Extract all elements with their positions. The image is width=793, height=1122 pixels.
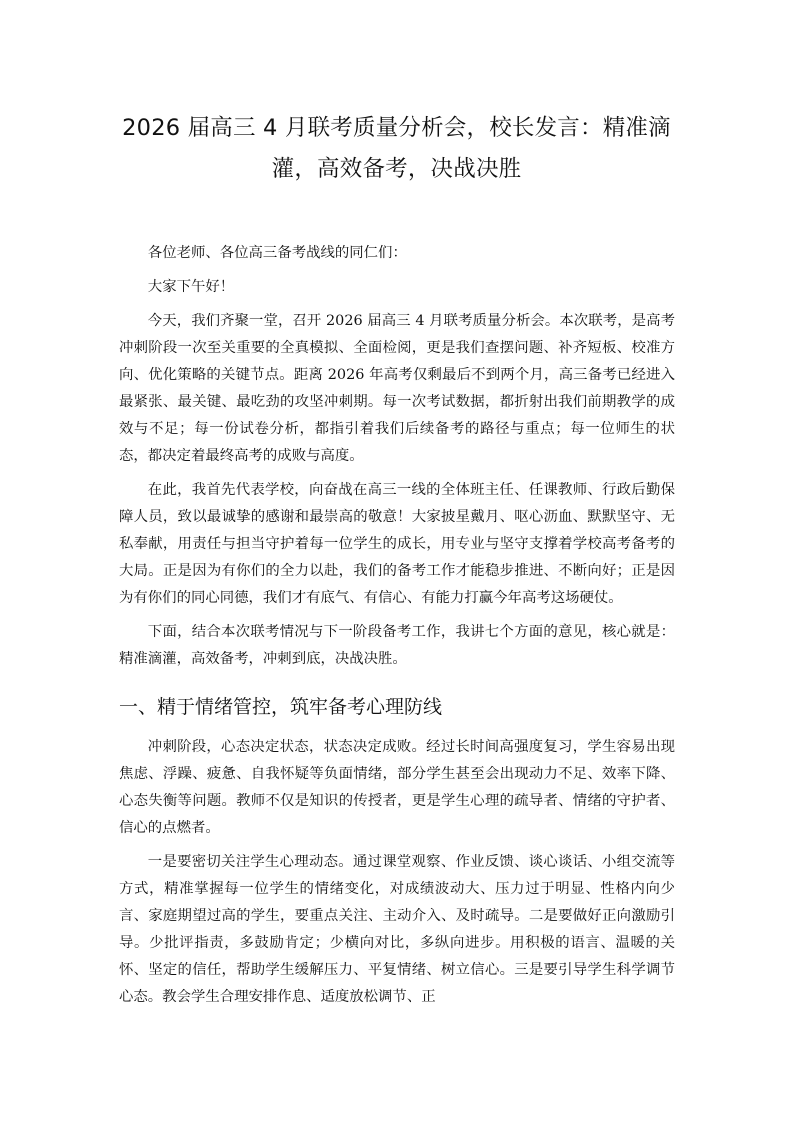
intro-paragraph-3: 下面，结合本次联考情况与下一阶段备考工作，我讲七个方面的意见，核心就是：精准滴灌，高效备考，冲刺到底，决战决胜。	[119, 624, 675, 667]
section-1-paragraph-2: 一是要密切关注学生心理动态。通过课堂观察、作业反馈、谈心谈话、小组交流等方式，精准掌握每一位学生的情绪变化，对成绩波动大、压力过于明显、性格内向少言、家庭期望过高的学生，要重点关注、主动介入、及时疏导。二是要做好正向激励引导。少批评指责，多鼓励肯定；少横向对比，多纵向进步。用积极的语言、温暖的关怀、坚定的信任，帮助学生缓解压力、平复情绪、树立信心。三是要引导学生科学调节心态。教会学生合理安排作息、适度放松调节、正	[119, 854, 675, 1005]
greeting: 各位老师、各位高三备考战线的同仁们：	[147, 245, 407, 261]
document-body	[119, 240, 675, 1018]
salutation: 大家下午好！	[147, 279, 235, 295]
intro-paragraph-2: 在此，我首先代表学校，向奋战在高三一线的全体班主任、任课教师、行政后勤保障人员，致以最诚挚的感谢和最崇高的敬意！大家披星戴月、呕心沥血、默默坚守、无私奉献，用责任与担当守护着每一位学生的成长，用专业与坚守支撑着学校高考备考的大局。正是因为有你们的全力以赴，我们的备考工作才能稳步推进、不断向好；正是因为有你们的同心同德，我们才有底气、有信心、有能力打赢今年高考这场硬仗。	[119, 482, 675, 606]
section-1-paragraph-1: 冲刺阶段，心态决定状态，状态决定成败。经过长时间高强度复习，学生容易出现焦虑、浮躁、疲惫、自我怀疑等负面情绪，部分学生甚至会出现动力不足、效率下降、心态失衡等问题。教师不仅是知识的传授者，更是学生心理的疏导者、情绪的守护者、信心的点燃者。	[119, 739, 675, 836]
intro-paragraph-1: 今天，我们齐聚一堂，召开 2026 届高三 4 月联考质量分析会。本次联考，是高考冲刺阶段一次至关重要的全真模拟、全面检阅，更是我们查摆问题、补齐短板、校准方向、优化策略的关键节点。距离 2026 年高考仅剩最后不到两个月，高三备考已经进入最紧张、最关键、最吃劲的攻坚冲刺期。每一次考试数据，都折射出我们前期教学的成效与不足；每一份试卷分析，都指引着我们后续备考的路径与重点；每一位师生的状态，都决定着最终高考的成败与高度。	[119, 313, 675, 464]
document-title: 2026 届高三 4 月联考质量分析会，校长发言：精准滴灌，高效备考，决战决胜	[122, 115, 671, 182]
section-1-heading: 一、精于情绪管控，筑牢备考心理防线	[119, 696, 443, 718]
